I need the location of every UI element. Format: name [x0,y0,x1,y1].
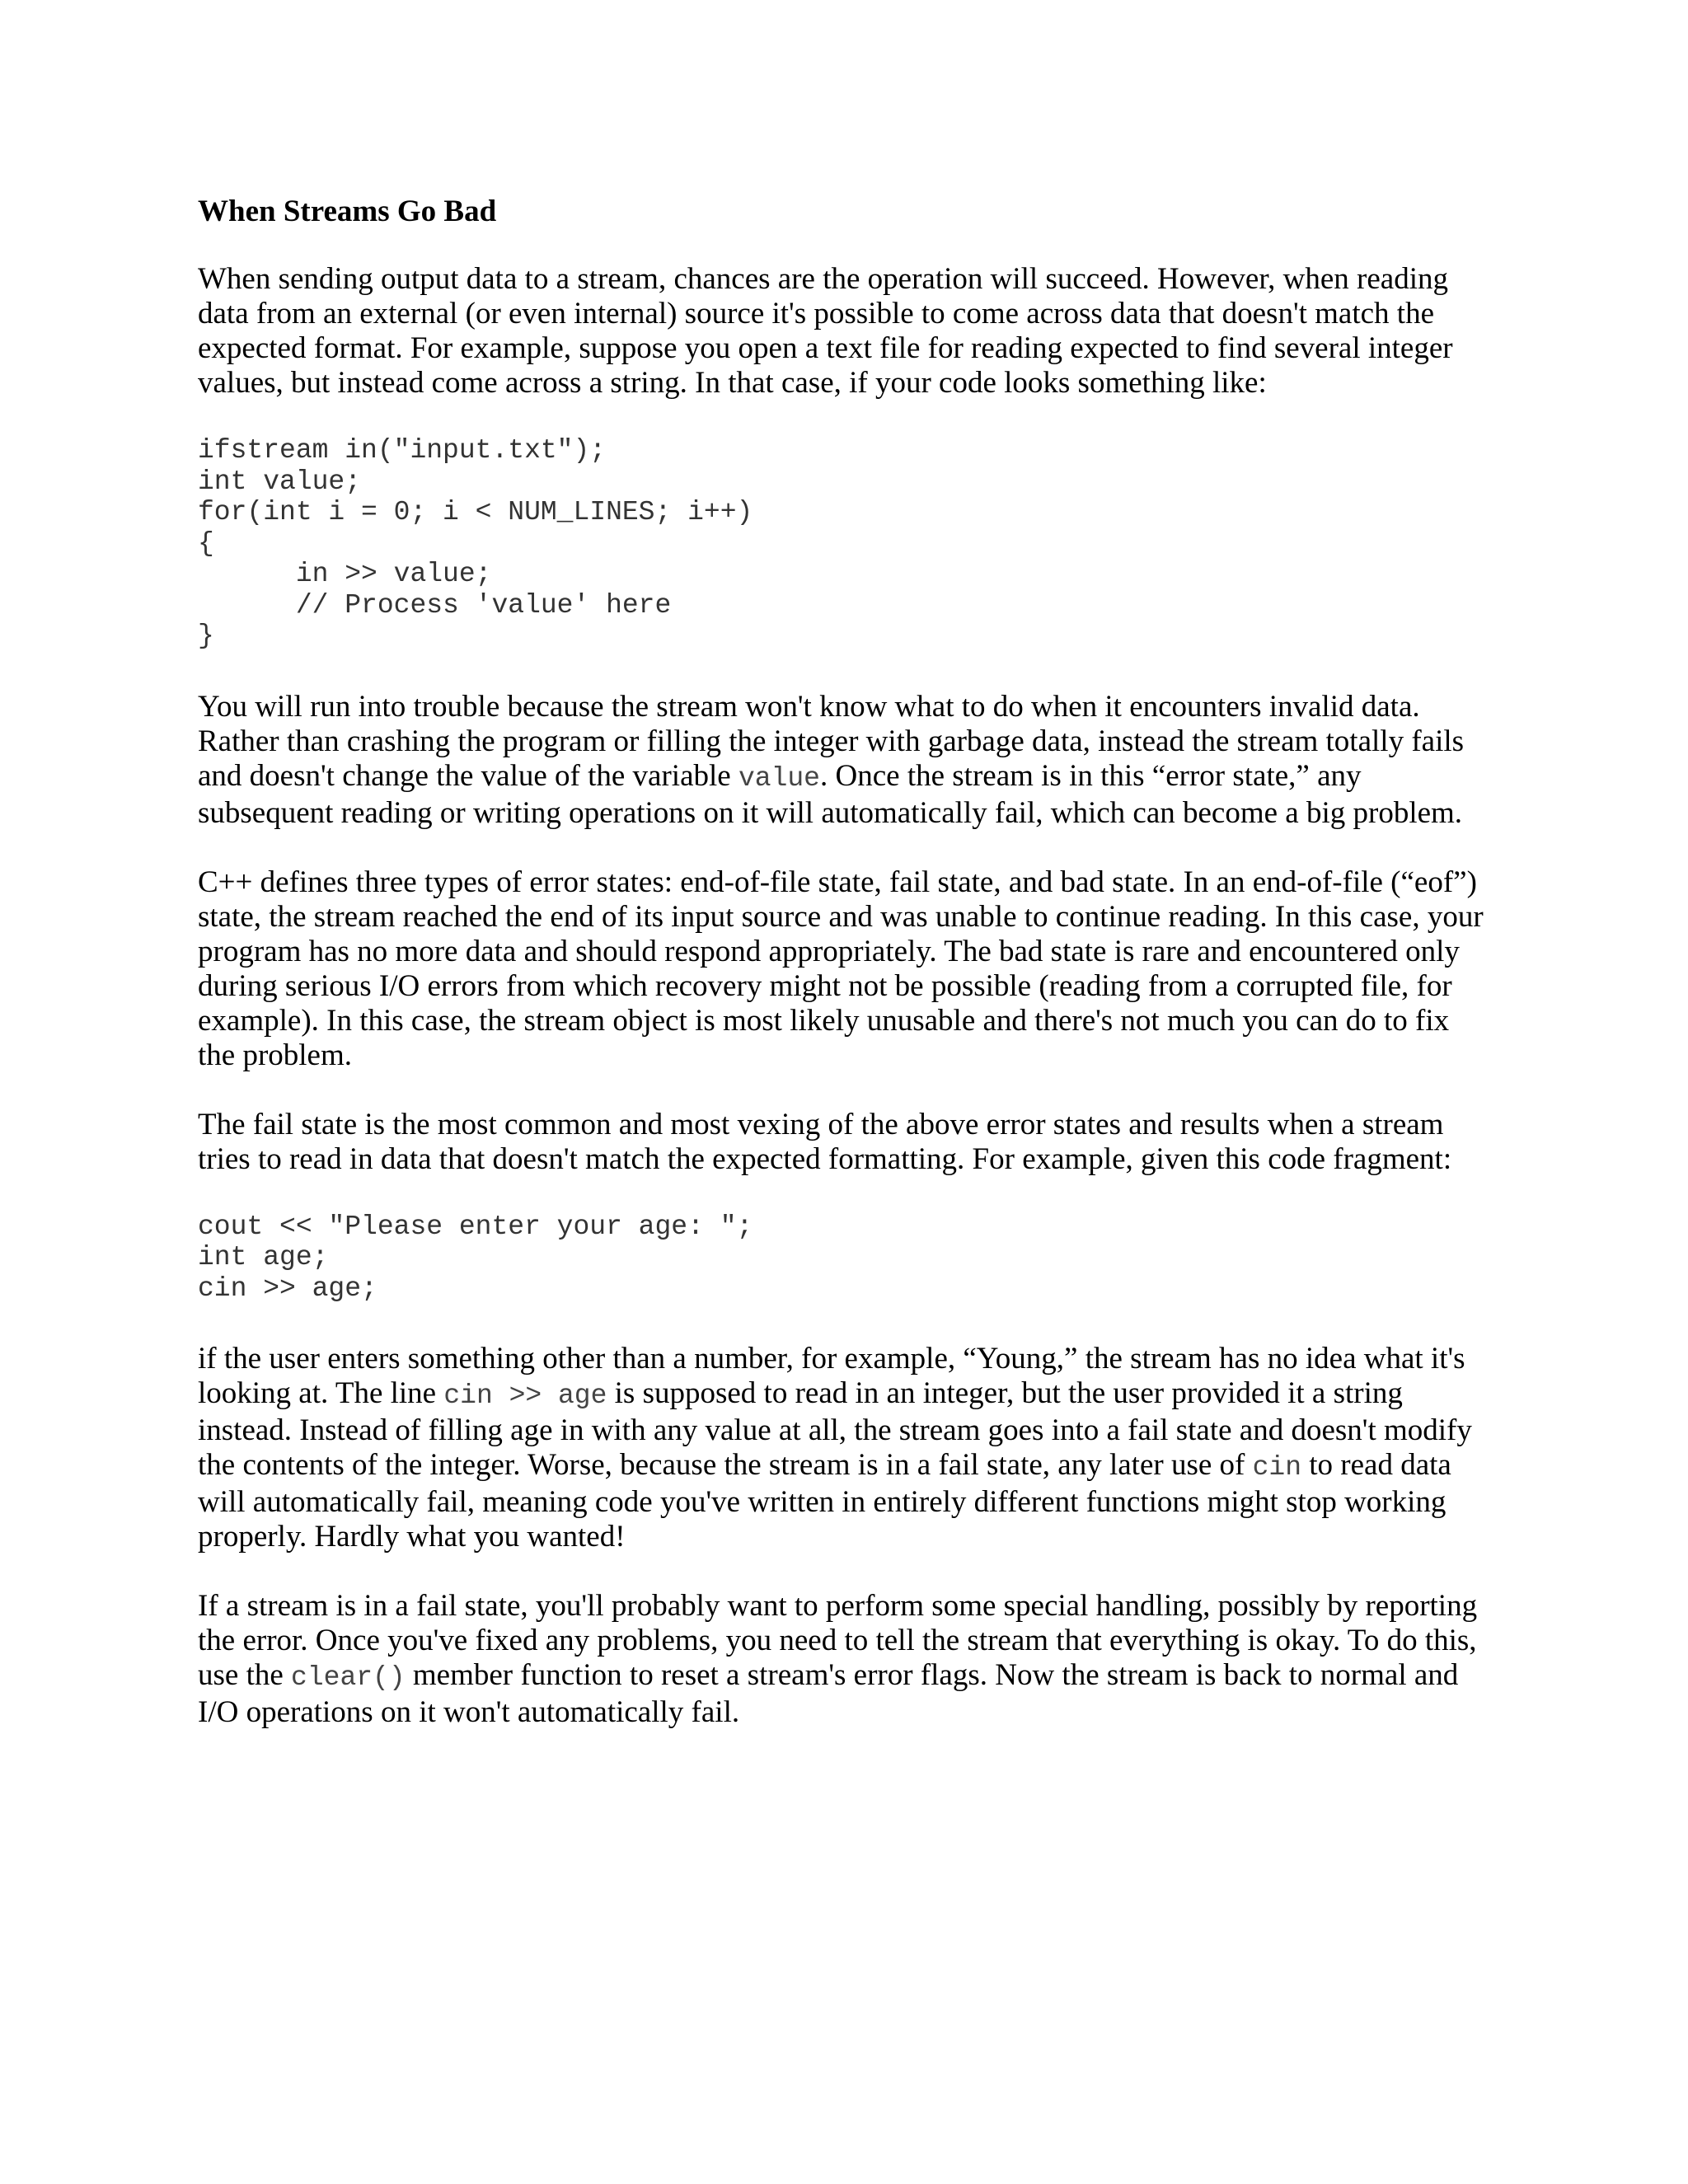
paragraph-error-states: C++ defines three types of error states: end-of-file state, fail state, and bad state. In an end-of-file (“eof”) state, the stream reached the end of its input source and was unable to continue reading. In this case, your program has no more data and should respond appropriately. The bad state is rare and encountered only during serious I/O errors from which recovery might not be possible (reading from a corrupted file, for example). In this case, the stream object is most likely unusable and there's not much you can do to fix the problem. [198,865,1484,1072]
paragraph-text: You will run into trouble because the stream won't know what to do when it encounters invalid data. Rather than crashing the program or filling the integer with garbage data, instead the stream totally fails and doesn't change the value of the variable [198,689,1465,793]
document-page [198,194,1484,1765]
code-block-ifstream: ifstream in("input.txt"); int value; for(int i = 0; i < NUM_LINES; i++) { in >> value; // Process 'value' here } [198,435,753,651]
paragraph-intro: When sending output data to a stream, chances are the operation will succeed. However, when reading data from an external (or even internal) source it's possible to come across data that doesn't match the expected format. For example, suppose you open a text file for reading expected to find several integer values, but instead come across a string. In that case, if your code looks something like: [198,262,1453,400]
inline-code-clear: clear() [291,1662,406,1693]
paragraph-clear [198,1589,1484,1730]
paragraph-text: is supposed to read in an integer, but the user provided it a string instead. Instead of filling age in with any value at all, the stream goes into a fail state and doesn't modify the contents of the integer. Worse, because the stream is in a fail state, any later use of [198,1376,1472,1482]
inline-code-cin: cin [1252,1452,1302,1483]
paragraph-text: . Once the stream is in this “error state,” any subsequent reading or writing operations on it will automatically fail, which can become a big problem. [198,758,1463,830]
paragraph-fail-state: The fail state is the most common and most vexing of the above error states and results when a stream tries to read in data that doesn't match the expected formatting. For example, given this code fragment: [198,1107,1452,1176]
paragraph-text: member function to reset a stream's error flags. Now the stream is back to normal and I/O operations on it won't automatically fail. [198,1658,1459,1729]
inline-code-cin-age: cin >> age [443,1380,607,1411]
code-block-age: cout << "Please enter your age: "; int age; cin >> age; [198,1211,753,1304]
inline-code-value: value [738,762,820,794]
paragraph-text: if the user enters something other than a number, for example, “Young,” the stream has no idea what it's looking at. The line [198,1342,1465,1410]
paragraph-text: If a stream is in a fail state, you'll probably want to perform some special handling, possibly by reporting the error. Once you've fixed any problems, you need to tell the stream that everything is okay. To do this, use the [198,1589,1478,1692]
paragraph-text: to read data will automatically fail, meaning code you've written in entirely different functions might stop working properly. Hardly what you wanted! [198,1448,1451,1554]
paragraph-user-input [198,1342,1484,1554]
paragraph-trouble [198,690,1484,831]
section-heading: When Streams Go Bad [198,194,497,228]
